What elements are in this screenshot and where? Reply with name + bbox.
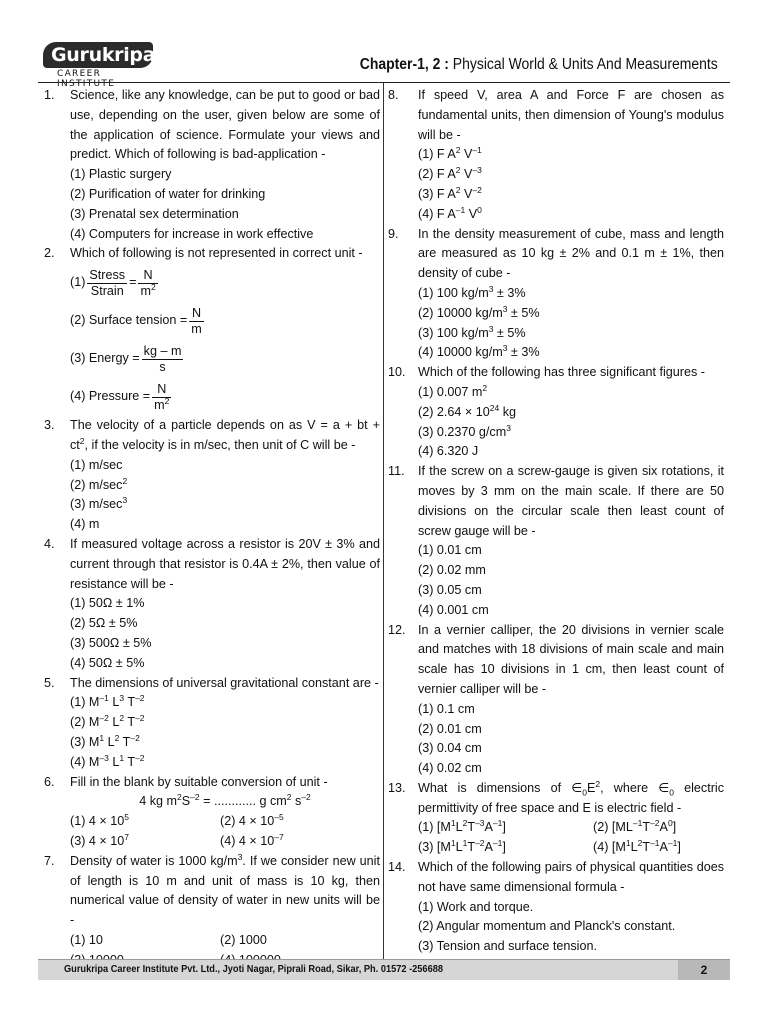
question-text-cont: electric permittivity of free space and E is electric field - xyxy=(418,780,724,815)
question-number: 7. xyxy=(44,853,55,868)
conversion-equation: 4 kg $m^2S^{-2}$ = ............ g $cm^2$ $s^{-2}$ xyxy=(139,792,311,809)
option-label: (1) xyxy=(70,275,86,290)
left-column xyxy=(40,86,380,970)
denominator: s xyxy=(159,359,166,374)
question-text: Which of the following pairs of physical quantities does not have same dimensional formula - xyxy=(418,860,724,894)
option: (2) F $A^2$ $V^{-3}$ xyxy=(418,165,482,182)
chapter-title xyxy=(360,56,718,74)
question-text: In a vernier calliper, the 20 divisions in vernier scale and matches with 18 divisions of main scale and main scale has 10 divisions in 1 cm, then least count of vernier calliper will be - xyxy=(418,622,724,696)
option: (1) 10 xyxy=(70,932,103,947)
option-row xyxy=(40,812,380,832)
option: (1) $4 \times 10^5$ xyxy=(70,811,129,829)
option: (2) $2.64 \times 10^{24}$ kg xyxy=(418,402,517,419)
question-number: 8. xyxy=(388,88,399,102)
option-text: (2) m/sec xyxy=(70,477,123,492)
option: (4) $4 \times 10^{-7}$ xyxy=(220,831,284,848)
question-number: 12. xyxy=(388,622,406,637)
question-12 xyxy=(388,621,724,700)
option: (1) 50Ω ± 1% xyxy=(70,596,145,611)
option: (2) $4 \times 10^{-5}$ xyxy=(220,811,284,829)
question-text: The velocity of a particle depends on as V = a + bt + ct xyxy=(70,418,380,452)
option: (2) 5Ω ± 5% xyxy=(70,616,138,631)
fraction xyxy=(152,382,171,413)
question-text: Science, like any knowledge, can be put to good or bad use, depending on the user, given below are some of the application of science. Formulate your views and predict. Which of following is bad-application - xyxy=(70,88,380,162)
option xyxy=(40,378,380,416)
option: (3) 0.2370 $g/cm^3$ xyxy=(418,422,511,439)
header-rule xyxy=(38,82,730,83)
equation-part: 4 kg m xyxy=(139,794,178,809)
question-13: 13. What is dimensions of $\in_0E^2$, where $\in_0$ electric permittivity of free space and E is electric field - xyxy=(388,778,724,815)
denominator: m xyxy=(191,321,202,336)
right-column xyxy=(388,86,724,977)
option-text: (3) 0.2370 g/cm xyxy=(418,424,507,439)
question-2 xyxy=(40,244,380,264)
option-row xyxy=(388,818,724,838)
equals: = xyxy=(129,275,137,290)
question-number: 4. xyxy=(44,536,55,551)
question-10 xyxy=(388,363,724,383)
denominator: $m^2$ xyxy=(140,281,156,298)
question-11 xyxy=(388,462,724,541)
fraction xyxy=(138,268,157,299)
option: (3) F $A^2$ $V^{-2}$ xyxy=(418,184,482,201)
option: (2) 0.02 mm xyxy=(418,563,486,578)
page-number: 2 xyxy=(678,960,730,980)
option: (1) Work and torque. xyxy=(418,899,534,914)
question-text: In the density measurement of cube, mass and length are measured as 10 kg ± 2% and 0.1 m ± 1%, then density of cube - xyxy=(418,226,724,281)
question-text: If speed V, area A and Force F are chosen as fundamental units, then dimension of Young's modulus will be - xyxy=(418,88,724,142)
denominator-text: m xyxy=(140,283,151,298)
question-text-cont: . If we consider new unit of length is 10 m and unit of mass is 10 kg, then numerical value of density of water in new units will be - xyxy=(70,853,380,928)
option: (1) 100 $kg/m^3 \pm 3\%$ xyxy=(418,283,526,300)
numerator: N xyxy=(189,306,204,322)
footer-institute: Gurukripa Career Institute xyxy=(64,963,179,975)
question-4 xyxy=(40,535,380,594)
option: (1) F $A^2$ $V^{-1}$ xyxy=(418,145,482,162)
question-number: 3. xyxy=(44,418,55,433)
option xyxy=(40,264,380,302)
option: (2) Angular momentum and Planck's constant. xyxy=(418,919,676,934)
option: (2) 10000 $kg/m^3 \pm 5\%$ xyxy=(418,303,540,320)
option-row xyxy=(40,931,380,951)
fraction xyxy=(189,306,204,337)
question-number: 13. xyxy=(388,780,406,795)
option: (3) 500Ω ± 5% xyxy=(70,635,152,650)
option: (4) 10000 $kg/m^3 \pm 3\%$ xyxy=(418,343,540,360)
option: (2) $[ML^{-1}T^{-2}A^0]$ xyxy=(593,818,677,835)
option: (4) 0.02 cm xyxy=(418,761,482,776)
logo-text: Gurukripa xyxy=(51,44,156,66)
option: (3) 0.05 cm xyxy=(418,582,482,597)
denominator-text: m xyxy=(154,397,165,412)
option: (4) F $A^{-1}$ $V^0$ xyxy=(418,204,482,221)
option: (4) 50Ω ± 5% xyxy=(70,655,145,670)
numerator: N xyxy=(152,382,171,398)
fraction xyxy=(142,344,184,375)
column-divider xyxy=(383,83,384,960)
footer-bar xyxy=(38,959,730,980)
option-text: (2) 4 × 10 xyxy=(220,814,275,829)
option xyxy=(40,302,380,340)
denominator: $m^2$ xyxy=(154,395,170,412)
question-number: 14. xyxy=(388,860,406,875)
option: (2) 0.01 cm xyxy=(418,721,482,736)
question-1 xyxy=(40,86,380,165)
option: (4) $[M^1L^2T^{-1}A^{-1}]$ xyxy=(593,838,681,855)
option: (4) 6.320 J xyxy=(418,444,479,459)
footer-text xyxy=(64,963,443,975)
option: (1) $[M^1L^2T^{-3}A^{-1}]$ xyxy=(418,818,506,835)
option: (1) 0.007 $m^2$ xyxy=(418,382,488,399)
question-text-cont: , where xyxy=(600,780,659,795)
question-text-cont: , if the velocity is in m/sec, then unit of C will be - xyxy=(84,437,356,452)
numerator: Stress xyxy=(89,267,126,282)
option: (3) $[M^1L^1T^{-2}A^{-1}]$ xyxy=(418,838,506,855)
question-text: Which of following is not represented in correct unit - xyxy=(70,246,363,261)
option: (4) Computers for increase in work effective xyxy=(70,226,314,241)
option-text: (4) 4 × 10 xyxy=(220,833,275,848)
option: (4) $M^{-3}$ $L^1$ $T^{-2}$ xyxy=(70,752,145,769)
option: (3) 100 $kg/m^3 \pm 5\%$ xyxy=(418,323,526,340)
option: (3) $4 \times 10^7$ xyxy=(70,831,129,848)
equation-part: = ............ g cm xyxy=(199,794,287,809)
option: (1) Plastic surgery xyxy=(70,167,172,182)
question-8 xyxy=(388,86,724,145)
question-number: 1. xyxy=(44,88,55,102)
question-text: The dimensions of universal gravitational constant are - xyxy=(70,675,379,690)
question-number: 9. xyxy=(388,226,399,241)
option: (2) $m/\sec^2$ xyxy=(70,475,128,492)
option: (1) 0.1 cm xyxy=(418,701,475,716)
question-text: If the screw on a screw-gauge is given six rotations, it moves by 3 mm on the main scale. If there are 50 divisions on the circular scale then least count of screw gauge will be - xyxy=(418,464,724,538)
question-number: 2. xyxy=(44,246,55,261)
option-label: (3) Energy = xyxy=(70,351,140,366)
question-3: 3. The velocity of a particle depends on as V = a + bt + $ct^2$, if the velocity is in m/sec, then unit of C will be - xyxy=(44,418,380,452)
option-label: (2) Surface tension = xyxy=(70,313,188,328)
numerator: kg – m xyxy=(143,343,182,358)
chapter-name: Physical World & Units And Measurements xyxy=(453,56,718,73)
logo xyxy=(43,42,163,89)
question-number: 11. xyxy=(388,464,405,479)
question-7: 7. Density of water is 1000 $kg/m^3$. If we consider new unit of length is 10 m and unit of mass is 10 kg, then numerical value of density of water in new units will be - xyxy=(44,851,380,928)
option: (3) Prenatal sex determination xyxy=(70,206,239,221)
option: (2) $M^{-2}$ $L^2$ $T^{-2}$ xyxy=(70,712,145,730)
question-text: Density of water is 1000 kg/m xyxy=(70,853,238,868)
question-text: What is dimensions of xyxy=(418,780,572,795)
option: (4) m xyxy=(70,517,100,532)
option-label: (4) Pressure = xyxy=(70,389,151,404)
option xyxy=(40,340,380,378)
option: (2) 1000 xyxy=(220,932,267,947)
option: (3) 0.04 cm xyxy=(418,741,482,756)
option: (4) 0.001 cm xyxy=(418,602,489,617)
option: (2) Purification of water for drinking xyxy=(70,186,266,201)
question-text: Which of the following has three significant figures - xyxy=(418,365,705,380)
question-6 xyxy=(40,773,380,793)
question-text: Fill in the blank by suitable conversion of unit - xyxy=(70,774,328,789)
question-number: 6. xyxy=(44,774,55,789)
option-text: (1) 4 × 10 xyxy=(70,814,125,829)
footer-address: Pvt. Ltd., Jyoti Nagar, Piprali Road, Sikar, Ph. 01572 -256688 xyxy=(178,963,444,975)
question-number: 10. xyxy=(388,365,406,380)
question-number: 5. xyxy=(44,675,55,690)
option: (3) $M^1$ $L^2$ $T^{-2}$ xyxy=(70,732,140,749)
question-9 xyxy=(388,225,724,284)
chapter-number: Chapter-1, 2 : xyxy=(360,56,450,73)
option: (3) $m/\sec^3$ xyxy=(70,495,128,512)
option-row xyxy=(388,838,724,858)
question-5 xyxy=(40,674,380,694)
logo-subtitle: CAREER INSTITUTE xyxy=(57,69,116,89)
denominator: Strain xyxy=(90,283,124,298)
option: (1) 0.01 cm xyxy=(418,543,482,558)
option: (1) m/sec xyxy=(70,457,123,472)
numerator: N xyxy=(138,268,157,284)
option-text: (3) m/sec xyxy=(70,497,123,512)
question-text: If measured voltage across a resistor is 20V ± 3% and current through that resistor is 0.4A ± 2%, then value of resistance will be - xyxy=(70,536,380,591)
option-text: (3) 4 × 10 xyxy=(70,833,125,848)
option: (1) $M^{-1}$ $L^3$ $T^{-2}$ xyxy=(70,693,145,710)
option: (3) Tension and surface tension. xyxy=(418,939,597,954)
question-14 xyxy=(388,858,724,898)
fraction xyxy=(87,268,127,299)
option-row xyxy=(40,832,380,852)
